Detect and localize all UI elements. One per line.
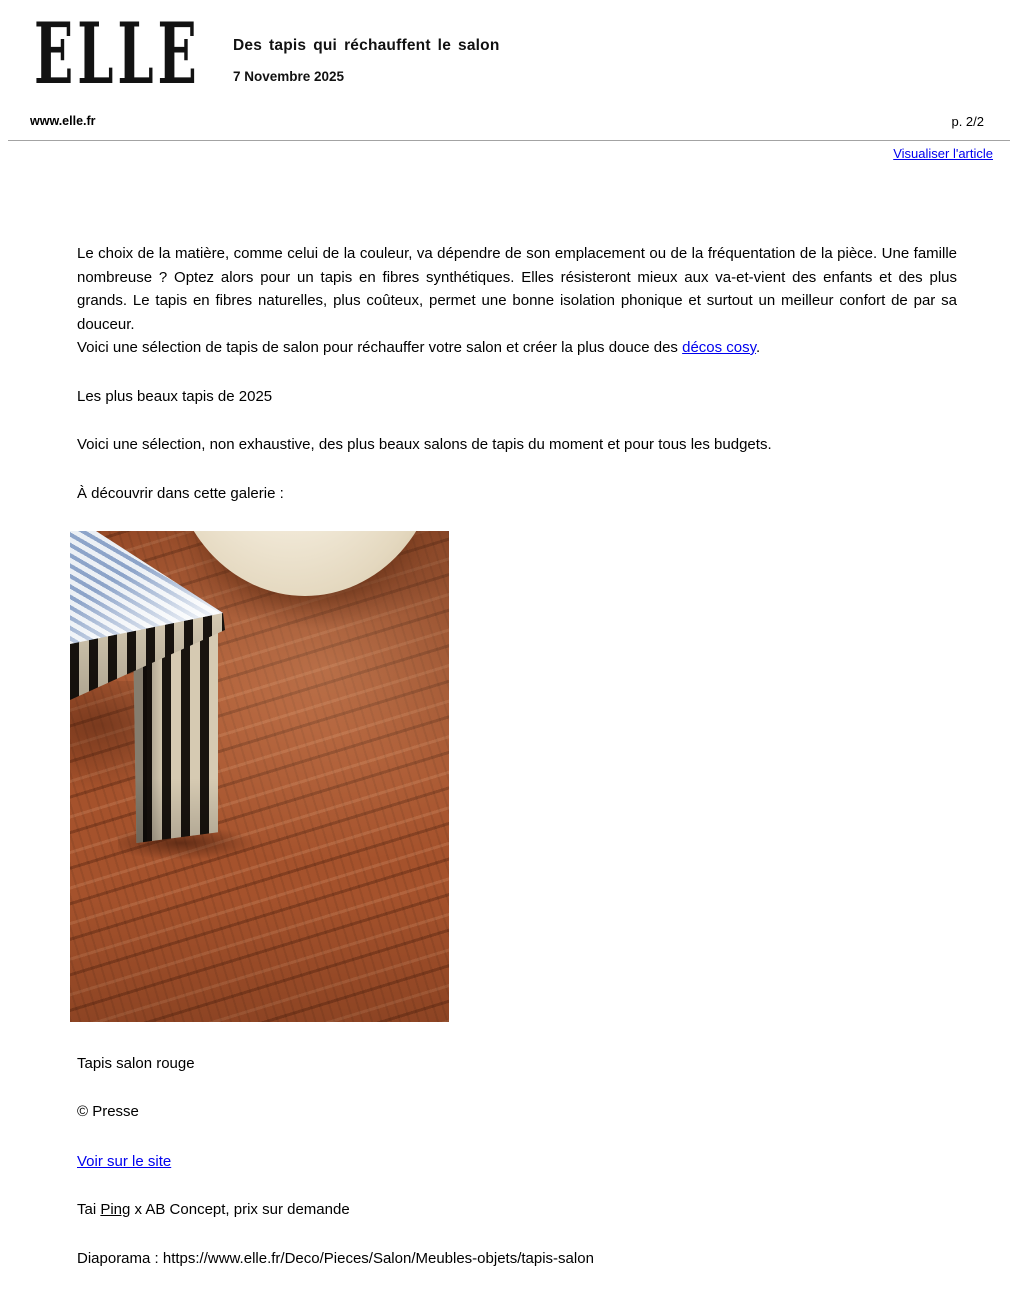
intro-paragraph: Le choix de la matière, comme celui de la couleur, va dépendre de son emplacement ou de la fréquentation de la pièce. Une famille nombreuse ? Optez alors pour un tapis en fibres synthétiques. Elles résisteront mieux aux va-et-vient des enfants et des plus grands. Le tapis en fibres naturelles, plus coûteux, permet une bonne isolation phonique et surtout un meilleur confort de par sa douceur.: [77, 245, 957, 333]
header-title-block: [233, 37, 500, 84]
view-article-link[interactable]: Visualiser l'article: [893, 146, 993, 161]
gallery-intro: À découvrir dans cette galerie :: [77, 485, 284, 502]
article-title: Des tapis qui réchauffent le salon: [233, 37, 500, 54]
product-prefix: Tai: [77, 1201, 101, 1218]
photo-caption: Tapis salon rouge: [77, 1055, 195, 1072]
source-site-url: www.elle.fr: [30, 114, 96, 128]
elle-logo: ELLE: [34, 4, 201, 104]
article-date: 7 Novembre 2025: [233, 69, 345, 84]
site-link-row: [77, 1150, 957, 1174]
header-divider: [8, 140, 1010, 141]
decos-cosy-link[interactable]: décos cosy: [682, 339, 757, 356]
view-article-row: [893, 146, 993, 161]
selection-sentence-text: Voici une sélection de tapis de salon pour réchauffer votre salon et créer la plus douce des: [77, 339, 683, 356]
product-line: [77, 1198, 957, 1222]
product-suffix: x AB Concept, prix sur demande: [130, 1201, 350, 1218]
diaporama-line: Diaporama : https://www.elle.fr/Deco/Pieces/Salon/Meubles-objets/tapis-salon: [77, 1250, 594, 1267]
section-heading: Les plus beaux tapis de 2025: [77, 388, 273, 405]
page-number: p. 2/2: [951, 114, 984, 129]
voir-sur-le-site-link[interactable]: Voir sur le site: [77, 1153, 172, 1170]
photo-credit: © Presse: [77, 1103, 139, 1120]
intro-paragraph-block: [77, 242, 957, 360]
selection-sentence: [77, 336, 957, 360]
product-brand-underlined: Ping: [100, 1201, 131, 1218]
selection-sentence-period: .: [756, 339, 761, 356]
article-photo: [70, 531, 449, 1022]
selection-intro: Voici une sélection, non exhaustive, des plus beaux salons de tapis du moment et pour tous les budgets.: [77, 436, 772, 453]
